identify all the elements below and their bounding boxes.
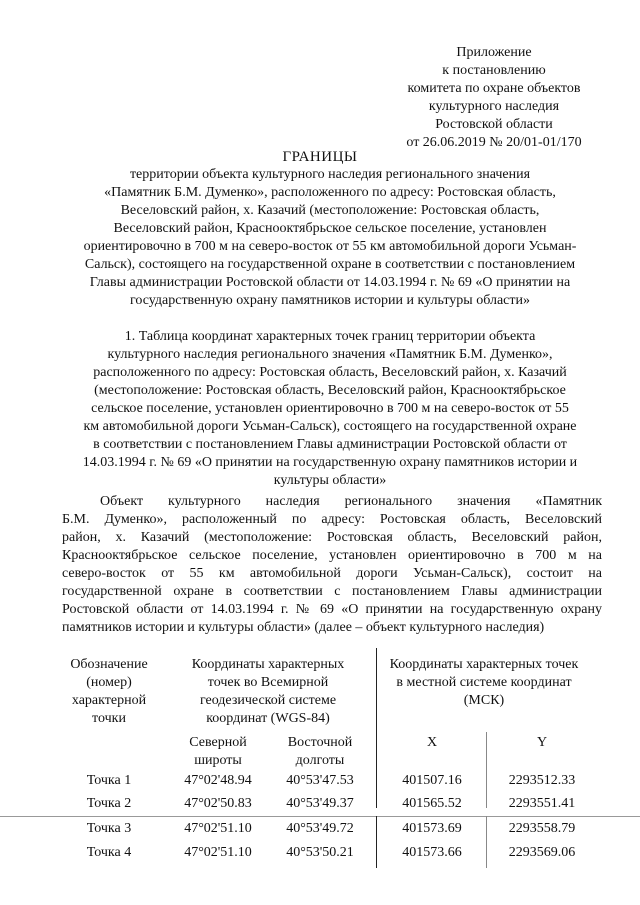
appendix-line: к постановлению bbox=[442, 63, 546, 78]
table-row-x: 401507.16 bbox=[402, 773, 462, 788]
paragraph-line: Объект культурного наследия регионального значения «Памятник bbox=[100, 494, 602, 509]
appendix-line: от 26.06.2019 № 20/01-01/170 bbox=[406, 135, 582, 150]
table-row-y: 2293512.33 bbox=[508, 773, 576, 788]
page-break-divider bbox=[0, 816, 640, 817]
table-row-y: 2293551.41 bbox=[508, 796, 576, 811]
subtitle-line: Веселовский район, Краснооктябрьское сельское поселение, установлен bbox=[113, 221, 547, 236]
subtitle-line: территории объекта культурного наследия регионального значения bbox=[129, 167, 531, 182]
section-1-heading bbox=[60, 328, 600, 490]
section-line: расположенного по адресу: Ростовская область, Веселовский район, х. Казачий bbox=[93, 365, 567, 380]
table-row-point: Точка 2 bbox=[86, 796, 132, 811]
subtitle-line: Веселовский район, х. Казачий (местоположение: Ростовская область, bbox=[120, 203, 540, 218]
table-row-lat: 47°02'51.10 bbox=[184, 821, 252, 836]
wgs-group-header: Координаты характерных точек во Всемирной геодезической системе координат (WGS-84) bbox=[191, 657, 345, 726]
column-divider bbox=[376, 816, 377, 868]
table-row-lon: 40°53'49.37 bbox=[286, 796, 354, 811]
paragraph-line: Ростовской области от 14.03.1994 г. № 69 «О принятии на государственную охрану bbox=[62, 602, 602, 617]
table-row-lon: 40°53'47.53 bbox=[286, 773, 354, 788]
section-line: км автомобильной дороги Усьман-Сальск), состоящего на государственной охране bbox=[83, 419, 577, 434]
msk-group-header: Координаты характерных точек в местной системе координат (МСК) bbox=[389, 657, 579, 708]
table-row-y: 2293558.79 bbox=[508, 821, 576, 836]
paragraph-line: Краснооктябрьское сельское поселение, установлен ориентировочно в 700 м на bbox=[62, 548, 602, 563]
appendix-line: Приложение bbox=[456, 45, 532, 60]
section-line: сельское поселение, установлен ориентировочно в 700 м на северо-восток от 55 bbox=[91, 401, 569, 416]
table-row-lat: 47°02'51.10 bbox=[184, 845, 252, 860]
section-line: 1. Таблица координат характерных точек границ территории объекта bbox=[124, 329, 536, 344]
paragraph-line: северо-восток от 55 км автомобильной дороги Усьман-Сальск), состоит на bbox=[62, 566, 602, 581]
table-row-lat: 47°02'48.94 bbox=[184, 773, 252, 788]
longitude-header: Восточной долготы bbox=[287, 735, 353, 768]
appendix-line: комитета по охране объектов bbox=[407, 81, 581, 96]
table-row-lon: 40°53'49.72 bbox=[286, 821, 354, 836]
table-row-x: 401573.69 bbox=[402, 821, 462, 836]
table-row-point: Точка 4 bbox=[86, 845, 132, 860]
table-row-y: 2293569.06 bbox=[508, 845, 576, 860]
column-divider bbox=[486, 816, 487, 868]
table-row-lon: 40°53'50.21 bbox=[286, 845, 354, 860]
paragraph-line: памятников истории и культуры области» (далее – объект культурного наследия) bbox=[62, 620, 545, 635]
appendix-block bbox=[396, 44, 592, 152]
y-header: Y bbox=[536, 735, 548, 750]
document-subtitle bbox=[56, 166, 604, 310]
subtitle-line: Главы администрации Ростовской области от 14.03.1994 г. № 69 «О принятии на bbox=[89, 275, 571, 290]
section-line: (местоположение: Ростовская область, Веселовский район, Краснооктябрьское bbox=[94, 383, 566, 398]
subtitle-line: ориентировочно в 700 м на северо-восток от 55 км автомобильной дороги Усьман- bbox=[83, 239, 577, 254]
x-header: X bbox=[426, 735, 438, 750]
latitude-header: Северной широты bbox=[189, 735, 247, 768]
column-divider bbox=[486, 732, 487, 808]
paragraph-line: государственной охране в соответствии с постановлением Главы администрации bbox=[62, 584, 602, 599]
table-row-lat: 47°02'50.83 bbox=[184, 796, 252, 811]
point-column-header: Обозначение (номер) характерной точки bbox=[70, 657, 148, 726]
subtitle-line: государственную охрану памятников истории и культуры области» bbox=[130, 293, 530, 308]
paragraph-line: район, х. Казачий (местоположение: Ростовская область, Веселовский район, bbox=[62, 530, 602, 545]
table-row-point: Точка 1 bbox=[86, 773, 132, 788]
section-line: 14.03.1994 г. № 69 «О принятии на государственную охрану памятников истории и bbox=[82, 455, 578, 470]
object-description-paragraph bbox=[62, 493, 602, 637]
column-divider bbox=[376, 648, 377, 808]
table-row-x: 401573.66 bbox=[402, 845, 462, 860]
subtitle-line: «Памятник Б.М. Думенко», расположенного по адресу: Ростовская область, bbox=[104, 185, 556, 200]
table-row-x: 401565.52 bbox=[402, 796, 462, 811]
appendix-line: Ростовской области bbox=[435, 117, 553, 132]
section-line: культурного наследия регионального значения «Памятник Б.М. Думенко», bbox=[107, 347, 553, 362]
section-line: культуры области» bbox=[273, 473, 387, 488]
subtitle-line: Сальск), состоящего на государственной охране в соответствии с постановлением bbox=[84, 257, 576, 272]
section-line: в соответствии с постановлением Главы администрации Ростовской области от bbox=[93, 437, 567, 452]
document-title: ГРАНИЦЫ bbox=[282, 149, 358, 165]
appendix-line: культурного наследия bbox=[428, 99, 560, 114]
paragraph-line: Б.М. Думенко», расположенный по адресу: Ростовская область, Веселовский bbox=[62, 512, 602, 527]
table-row-point: Точка 3 bbox=[86, 821, 132, 836]
